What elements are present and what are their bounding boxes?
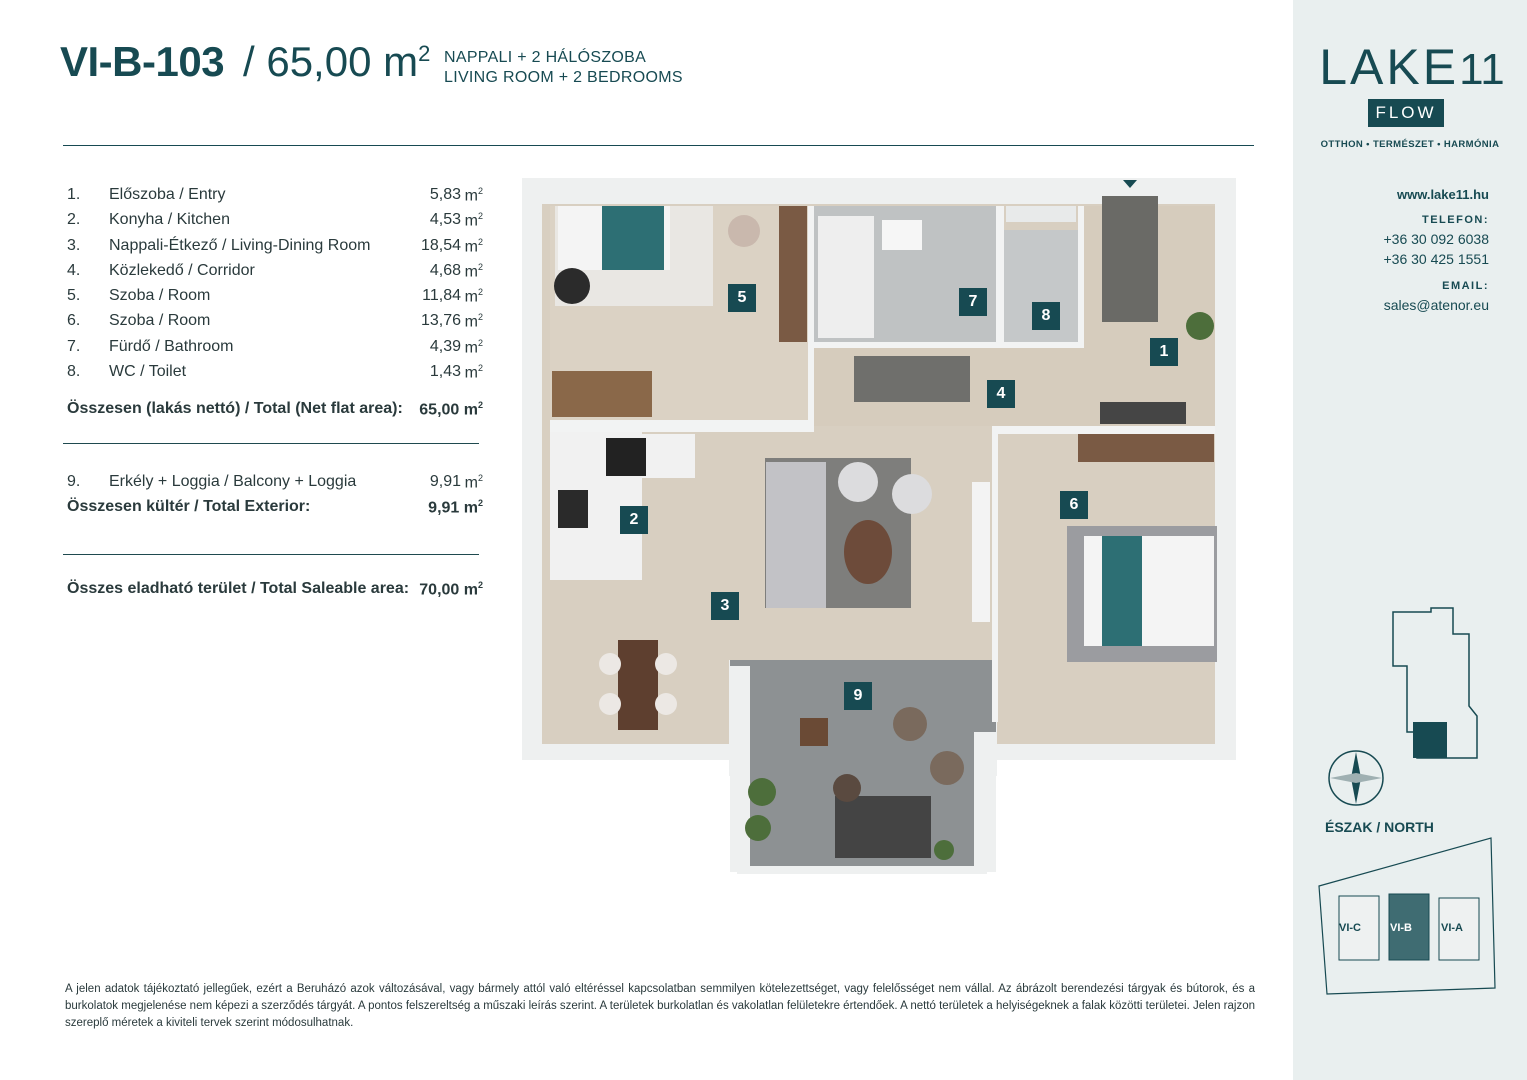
floor-plan <box>522 176 1242 896</box>
table-row: 4. Közlekedő / Corridor 4,68 $m^2$ <box>67 261 483 281</box>
room-label-2: 2 <box>620 506 648 534</box>
bathtub <box>818 216 874 338</box>
logo-flow-badge: FLOW <box>1368 99 1444 127</box>
building-label-vi-b: VI-B <box>1390 922 1412 934</box>
room-label-6: 6 <box>1060 491 1088 519</box>
desk <box>552 371 652 417</box>
table-row: 8. WC / Toilet 1,43 $m^2$ <box>67 363 483 382</box>
table-row: 9. Erkély + Loggia / Balcony + Loggia 9,91 $m^2$ <box>67 473 483 492</box>
room-label-4: 4 <box>987 380 1015 408</box>
table-row: 2. Konyha / Kitchen 4,53 $m^2$ <box>67 211 483 230</box>
entrance-marker <box>1123 180 1137 188</box>
header-divider <box>63 145 1254 146</box>
building-label-vi-c: VI-C <box>1339 922 1361 934</box>
room-label-5: 5 <box>728 284 756 312</box>
table-row: 7. Fürdő / Bathroom 4,39 $m^2$ <box>67 337 483 357</box>
dining-table <box>618 640 658 730</box>
tagline: OTTHON • TERMÉSZET • HARMÓNIA <box>1320 139 1500 150</box>
saleable-total-row: Összes eladható terület / Total Saleable area: 70,00 $m^2$ <box>67 580 483 599</box>
table-row: 5. Szoba / Room 11,84 $m^2$ <box>67 287 483 306</box>
saleable-table <box>67 578 483 604</box>
north-label: ÉSZAK / NORTH <box>1325 819 1434 835</box>
unit-area: / 65,00 $m^2$ <box>243 38 431 85</box>
net-total-row: Összesen (lakás nettó) / Total (Net flat area): 65,00 $m^2$ <box>67 400 483 419</box>
email-label: EMAIL: <box>1442 280 1489 292</box>
building-site-plan <box>1387 606 1483 766</box>
sidebar <box>1293 0 1527 1080</box>
unit-subtitle <box>444 48 683 88</box>
disclaimer-text: A jelen adatok tájékoztató jellegűek, ezért a Beruházó azok változásával, vagy bármely attól való eltéréssel kapcsolatban semmilyen kötelezettséget, vagy felelősséget nem vállal. Az ábrázolt berendezési tárgyak és bútorok, és a burkolatok megjelenése nem képezi a szerződés tárgyát. A pontos felszereltség a műszaki leírás szerint. A területek burkolatlan és vakolatlan felületekre értendőek. A nettó területek a helyiségeknek a falak közötti területei. Jelen rajzon szereplő méretek a kiviteli tervek szerint módosulhatnak. <box>65 983 1255 1029</box>
block-map <box>1315 834 1499 998</box>
coffee-table <box>844 520 892 584</box>
table-divider <box>63 443 479 444</box>
floor-plan-drawing <box>522 176 1242 896</box>
table-row: 3. Nappali-Étkező / Living-Dining Room 18,54 $m^2$ <box>67 236 483 255</box>
email-link[interactable]: sales@atenor.eu <box>1383 297 1489 313</box>
phone-number-1[interactable]: +36 30 092 6038 <box>1383 231 1489 247</box>
website-link[interactable]: www.lake11.hu <box>1396 187 1489 202</box>
outdoor-sofa <box>835 796 931 858</box>
table-row: 1. Előszoba / Entry 5,83 $m^2$ <box>67 186 483 205</box>
logo: LAKE11 <box>1319 39 1505 95</box>
compass-icon <box>1326 748 1386 808</box>
phone-number-2[interactable]: +36 30 425 1551 <box>1383 251 1489 267</box>
room-label-7: 7 <box>959 288 987 316</box>
room-table <box>67 184 483 424</box>
table-divider <box>63 554 479 555</box>
wardrobe <box>779 206 807 342</box>
unit-location-marker <box>1413 722 1447 758</box>
table-row: 6. Szoba / Room 13,76 $m^2$ <box>67 312 483 331</box>
room-label-1: 1 <box>1150 338 1178 366</box>
sink <box>558 490 588 528</box>
phone-label: TELEFON: <box>1422 214 1489 226</box>
exterior-total-row: Összesen kültér / Total Exterior: 9,91 $m^2$ <box>67 498 483 517</box>
room-label-9: 9 <box>844 682 872 710</box>
subtitle-en: LIVING ROOM + 2 BEDROOMS <box>444 69 683 86</box>
room-label-8: 8 <box>1032 302 1060 330</box>
wardrobe-6 <box>1078 434 1214 462</box>
subtitle-hu: NAPPALI + 2 HÁLÓSZOBA <box>444 49 647 66</box>
entry-mat <box>1102 196 1158 322</box>
sofa <box>766 462 826 608</box>
corridor-rug <box>854 356 970 402</box>
building-label-vi-a: VI-A <box>1441 922 1463 934</box>
exterior-table <box>67 471 483 522</box>
cooktop <box>606 438 646 476</box>
unit-code: VI-B-103 <box>60 38 225 85</box>
room-label-3: 3 <box>711 592 739 620</box>
